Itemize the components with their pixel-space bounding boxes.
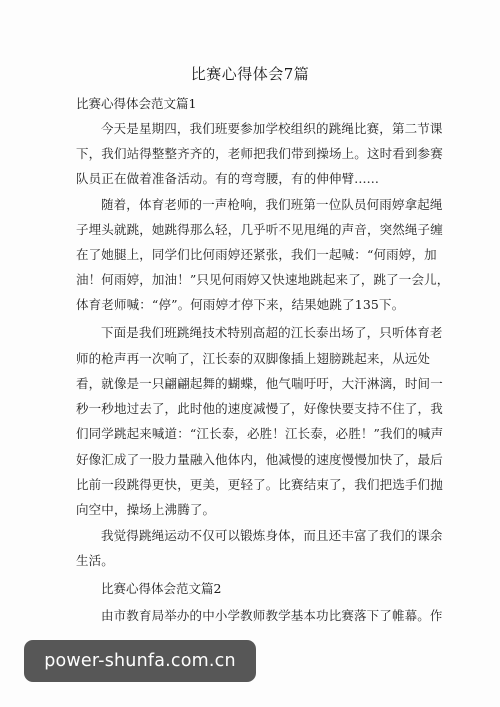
paragraph-2-line-1: 随着，体育老师的一声枪响，我们班第一位队员何雨婷拿起绳 <box>101 197 443 212</box>
section-heading-2: 比赛心得体会范文篇2 <box>101 581 222 596</box>
paragraph-3-line-7: 比前一段跳得更快，更美，更轻了。比赛结束了，我们把选手们抛 <box>76 477 443 492</box>
paragraph-1-line-2: 下，我们站得整整齐齐的，老师把我们带到操场上。这时看到参赛 <box>76 146 443 161</box>
paragraph-2-line-4: 油！何雨婷，加油！”只见何雨婷又快速地跳起来了，跳了一会儿， <box>76 272 450 287</box>
paragraph-3-line-5: 们同学跳起来喊道：“江长泰，必胜！江长泰，必胜！”我们的喊声 <box>76 426 444 441</box>
paragraph-2-line-3: 在了她腿上，同学们比何雨婷还紧张，我们一起喊：“何雨婷，加 <box>76 247 437 262</box>
paragraph-3-line-6: 好像汇成了一股力量融入他体内，他减慢的速度慢慢加快了，最后 <box>76 452 443 467</box>
paragraph-3-line-8: 向空中，操场上沸腾了。 <box>76 502 216 517</box>
paragraph-3-line-4: 秒一秒地过去了，此时他的速度减慢了，好像快要支持不住了，我 <box>76 401 443 416</box>
paragraph-4-line-1: 我觉得跳绳运动不仅可以锻炼身体，而且还丰富了我们的课余 <box>101 528 443 543</box>
site-watermark: power-shunfa.com.cn <box>24 640 256 682</box>
paragraph-4-line-2: 生活。 <box>76 553 114 568</box>
paragraph-2-line-2: 子埋头就跳，她跳得那么轻，几乎听不见甩绳的声音，突然绳子缠 <box>76 222 443 237</box>
paragraph-1-line-1: 今天是星期四，我们班要参加学校组织的跳绳比赛，第二节课 <box>101 121 443 136</box>
paragraph-3-line-1: 下面是我们班跳绳技术特别高超的江长泰出场了，只听体育老 <box>101 325 443 340</box>
section-heading-1: 比赛心得体会范文篇1 <box>76 96 197 111</box>
paragraph-1-line-3: 队员正在做着准备活动。有的弯弯腰，有的伸伸臂...... <box>76 171 380 186</box>
paragraph-2-line-5: 体育老师喊：“停”。何雨婷才停下来，结果她跳了135下。 <box>76 297 405 312</box>
document-title: 比赛心得体会7篇 <box>190 65 310 83</box>
paragraph-3-line-2: 师的枪声再一次响了，江长泰的双脚像插上翅膀跳起来，从远处 <box>76 351 431 366</box>
paragraph-5-line-1: 由市教育局举办的中小学教师教学基本功比赛落下了帷幕。作 <box>101 608 443 623</box>
paragraph-3-line-3: 看，就像是一只翩翩起舞的蝴蝶，他气喘吁吁，大汗淋漓，时间一 <box>76 376 443 391</box>
